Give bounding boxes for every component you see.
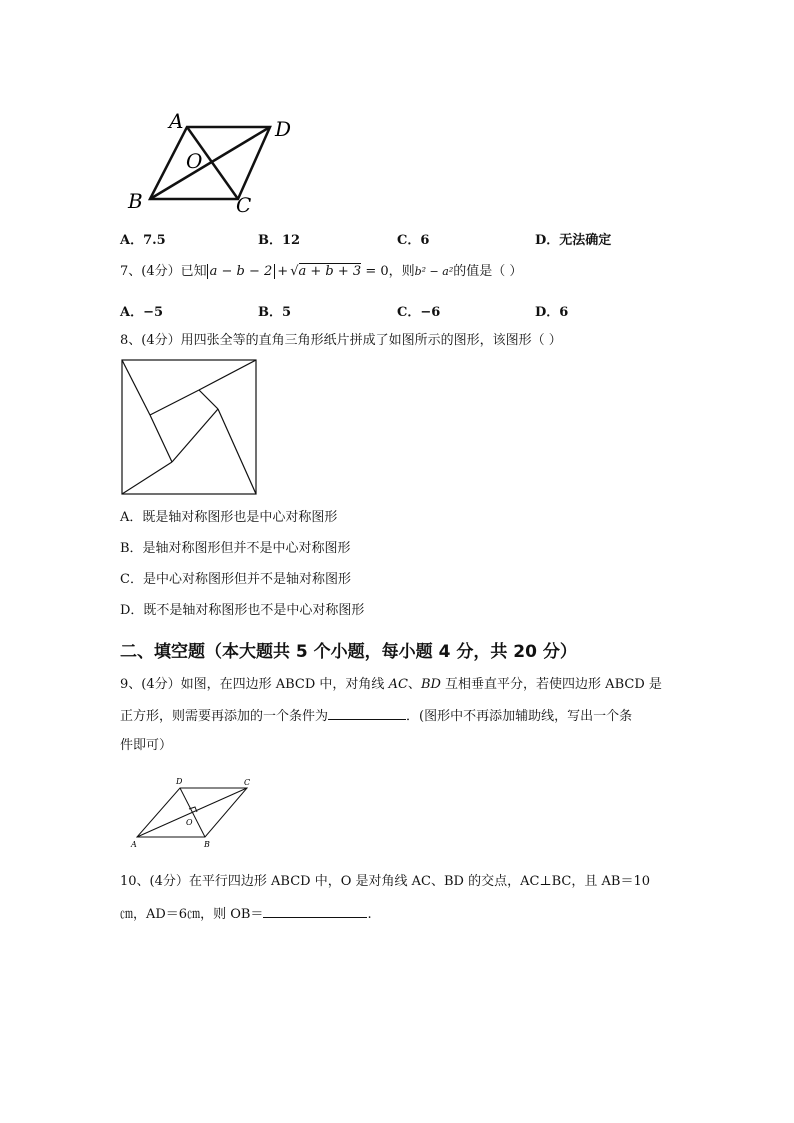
- q10-line2-a: ㎝，AD＝6㎝，则 OB＝: [120, 907, 264, 922]
- q9-label-b: B: [204, 840, 210, 849]
- q9-label-a: A: [131, 840, 137, 849]
- inner-square-edge-3: [172, 409, 218, 462]
- q9-line-2: [120, 706, 632, 726]
- q8-stem: 8、(4分）用四张全等的直角三角形纸片拼成了如图所示的图形，该图形（ ）: [120, 333, 562, 348]
- q9-line2-b: ．(图形中不再添加辅助线，写出一个条: [406, 709, 633, 724]
- inner-square-edge-4: [150, 415, 172, 462]
- label-o: O: [186, 149, 203, 173]
- q6-option-c[interactable]: C．6: [397, 233, 430, 248]
- triangle-edge-3: [218, 409, 256, 494]
- q9-label-o: O: [186, 818, 193, 827]
- q10-line-1: 10、(4分）在平行四边形 ABCD 中，O 是对角线 AC、BD 的交点，AC⊥BC，且 AB＝10: [120, 874, 650, 889]
- q7-option-b[interactable]: B．5: [258, 305, 292, 320]
- pinwheel-square-figure: [120, 358, 258, 496]
- q9-sep: 、: [407, 677, 421, 692]
- parallelogram-figure-q6: [120, 108, 320, 218]
- q7-option-c[interactable]: C．−6: [397, 305, 441, 320]
- q6-option-a[interactable]: A．7.5: [120, 233, 166, 248]
- q8-option-a[interactable]: A．既是轴对称图形也是中心对称图形: [120, 510, 338, 525]
- q7-prefix: 7、(4分）已知: [120, 264, 207, 279]
- label-c: C: [236, 193, 252, 217]
- q9-line-3: 件即可）: [120, 738, 173, 753]
- q9-label-c: C: [244, 778, 251, 787]
- q7-sqrt-sign: √: [290, 264, 299, 279]
- q9-line1-a: 9、(4分）如图，在四边形 ABCD 中，对角线: [120, 677, 389, 692]
- q9-bd: BD: [420, 677, 441, 692]
- label-a: A: [169, 109, 184, 133]
- q6-option-d[interactable]: D．无法确定: [535, 233, 612, 248]
- q7-option-d[interactable]: D．6: [535, 305, 569, 320]
- diagonal-bd-q9: [180, 788, 205, 837]
- q7-suffix: 的值是（ ）: [453, 264, 523, 279]
- q6-option-b[interactable]: B．12: [258, 233, 301, 248]
- label-d: D: [275, 117, 292, 141]
- q7-eq: = 0，则: [365, 264, 415, 279]
- q8-option-b[interactable]: B．是轴对称图形但并不是中心对称图形: [120, 541, 351, 556]
- inner-square-edge-2: [199, 390, 218, 409]
- triangle-edge-1: [122, 360, 150, 415]
- q7-abs: a − b − 2: [207, 264, 276, 279]
- q9-line-1: [120, 676, 662, 694]
- rhombus-figure-q9: [125, 775, 265, 850]
- section-2-heading: 二、填空题（本大题共 5 个小题，每小题 4 分，共 20 分）: [120, 642, 577, 662]
- label-b: B: [128, 189, 143, 213]
- inner-square-edge-1: [150, 390, 199, 415]
- q10-line-2: [120, 904, 372, 924]
- q7-stem: [120, 263, 522, 281]
- q8-option-d[interactable]: D．既不是轴对称图形也不是中心对称图形: [120, 603, 365, 618]
- q7-power: b² − a²: [414, 265, 454, 278]
- triangle-edge-4: [122, 462, 172, 494]
- q9-line1-b: 互相垂直平分，若使四边形 ABCD 是: [440, 677, 662, 692]
- q9-line2-a: 正方形，则需要再添加的一个条件为: [120, 709, 329, 724]
- q9-ac: AC: [388, 677, 408, 692]
- q10-answer-blank[interactable]: [263, 904, 367, 918]
- q8-option-c[interactable]: C．是中心对称图形但并不是轴对称图形: [120, 572, 351, 587]
- q9-label-d: D: [176, 777, 183, 786]
- q10-line2-b: .: [367, 907, 372, 922]
- outer-square: [122, 360, 256, 494]
- q9-answer-blank[interactable]: [328, 706, 406, 720]
- triangle-edge-2: [199, 360, 256, 390]
- q7-plus: +: [277, 264, 289, 279]
- q7-option-a[interactable]: A．−5: [120, 305, 164, 320]
- q7-sqrt: a + b + 3: [298, 264, 362, 279]
